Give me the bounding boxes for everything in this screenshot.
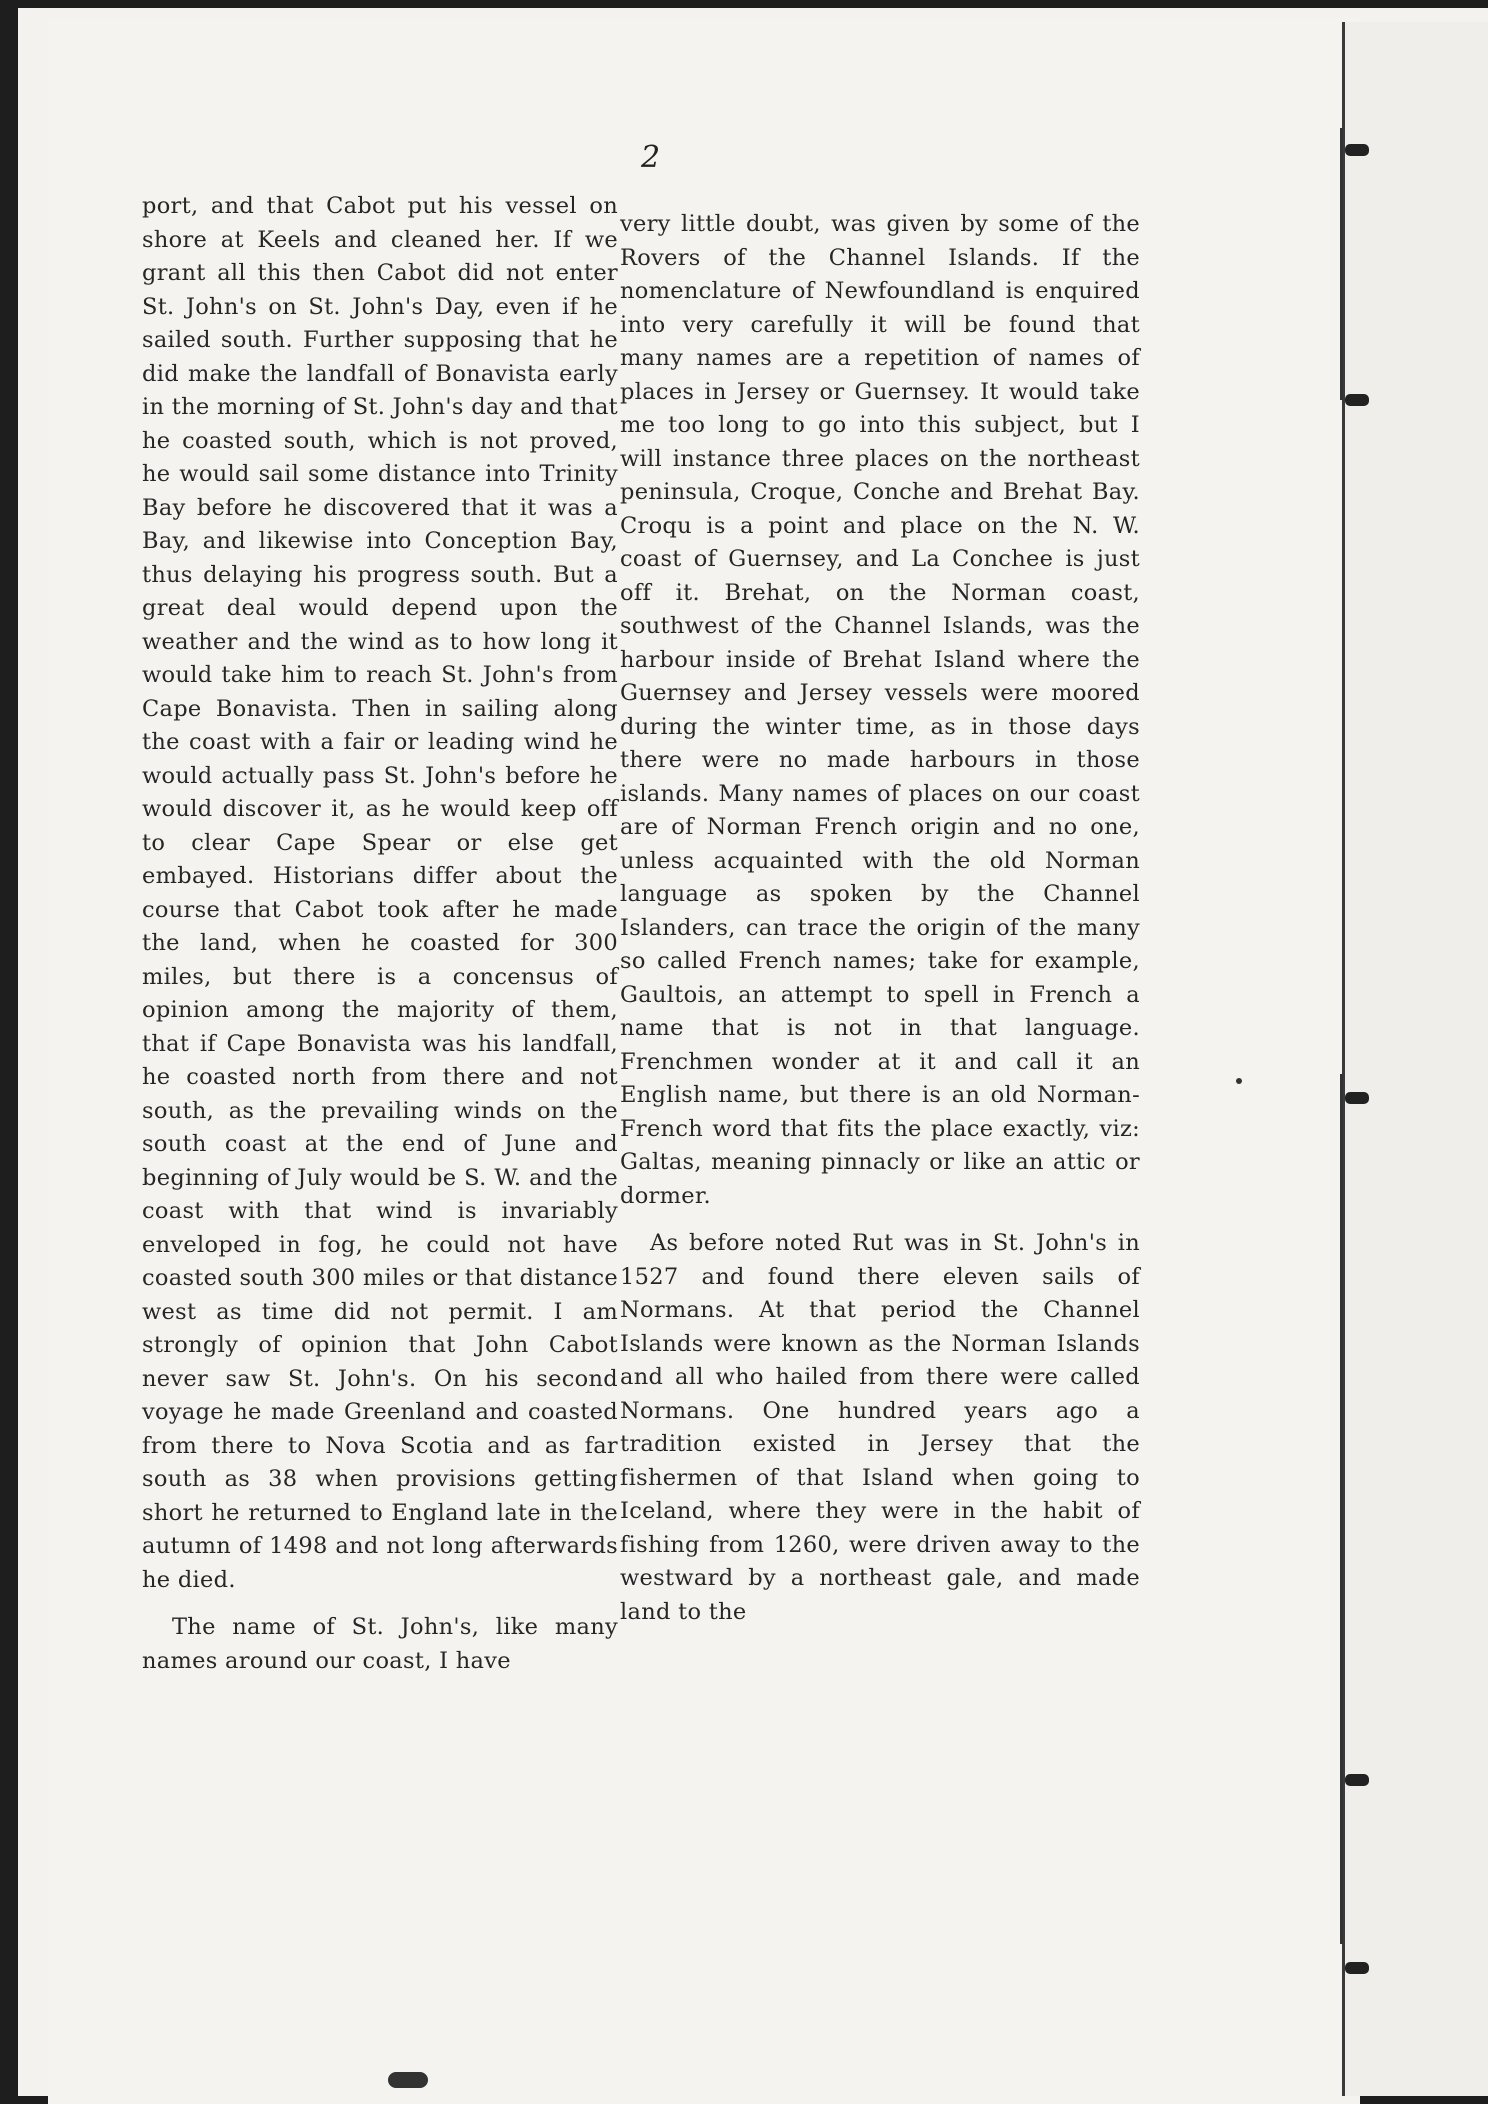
scan-speck xyxy=(388,2072,428,2088)
binding-mark xyxy=(1345,1774,1369,1786)
binding-mark xyxy=(1345,1092,1369,1104)
adjacent-page-edge xyxy=(1342,22,1488,2096)
paragraph: port, and that Cabot put his vessel on shore at Keels and cleaned her. If we grant all this then Cabot did not enter St. John's on St. John's Day, even if he sailed south. Further supposing that he did make the landfall of Bonavista early in the morning of St. John's day and that he coasted south, which is not proved, he would sail some distance into Trinity Bay before he discovered that it was a Bay, and likewise into Conception Bay, thus delaying his progress south. But a great deal would depend upon the weather and the wind as to how long it would take him to reach St. John's from Cape Bonavista. Then in sailing along the coast with a fair or leading wind he would actually pass St. John's before he would discover it, as he would keep off to clear Cape Spear or else get embayed. Historians differ about the course that Cabot took after he made the land, when he coasted for 300 miles, but there is a concensus of opinion among the majority of them, that if Cape Bonavista was his landfall, he coasted north from there and not south, as the prevailing winds on the south coast at the end of June and beginning of July would be S. W. and the coast with that wind is invariably enveloped in fog, he could not have coasted south 300 miles or that distance west as time did not permit. I am strongly of opinion that John Cabot never saw St. John's. On his second voyage he made Greenland and coasted from there to Nova Scotia and as far south as 38 when provisions getting short he returned to England late in the autumn of 1498 and not long afterwards he died. xyxy=(142,193,618,1593)
binding-rule xyxy=(1340,128,1343,400)
page-number: 2 xyxy=(641,140,661,175)
paragraph: As before noted Rut was in St. John's in 1527 and found there eleven sails of Normans. At that period the Channel Islands were known as the Norman Islands and all who hailed from there were called Normans. One hundred years ago a tradition existed in Jersey that the fishermen of that Island when going to Iceland, where they were in the habit of fishing from 1260, were driven away to the westward by a northeast gale, and made land to the xyxy=(620,1230,1140,1625)
text-column-left xyxy=(142,190,618,1678)
binding-mark xyxy=(1345,144,1369,156)
scan-speck xyxy=(1236,1078,1242,1084)
text-column-right xyxy=(620,208,1140,1629)
paragraph: very little doubt, was given by some of the Rovers of the Channel Islands. If the nomenclature of Newfoundland is enquired into very carefully it will be found that many names are a repetition of names of places in Jersey or Guernsey. It would take me too long to go into this subject, but I will instance three places on the northeast peninsula, Croque, Conche and Brehat Bay. Croqu is a point and place on the N. W. coast of Guernsey, and La Conchee is just off it. Brehat, on the Norman coast, southwest of the Channel Islands, was the harbour inside of Brehat Island where the Guernsey and Jersey vessels were moored during the winter time, as in those days there were no made harbours in those islands. Many names of places on our coast are of Norman French origin and no one, unless acquainted with the old Norman language as spoken by the Channel Islanders, can trace the origin of the many so called French names; take for example, Gaultois, an attempt to spell in French a name that is not in that language. Frenchmen wonder at it and call it an English name, but there is an old Norman-French word that fits the place exactly, viz: Galtas, meaning pinnacly or like an attic or dormer. xyxy=(620,211,1140,1209)
paragraph: The name of St. John's, like many names around our coast, I have xyxy=(142,1614,618,1674)
binding-rule xyxy=(1340,1074,1343,1944)
binding-mark xyxy=(1345,1962,1369,1974)
binding-mark xyxy=(1345,394,1369,406)
